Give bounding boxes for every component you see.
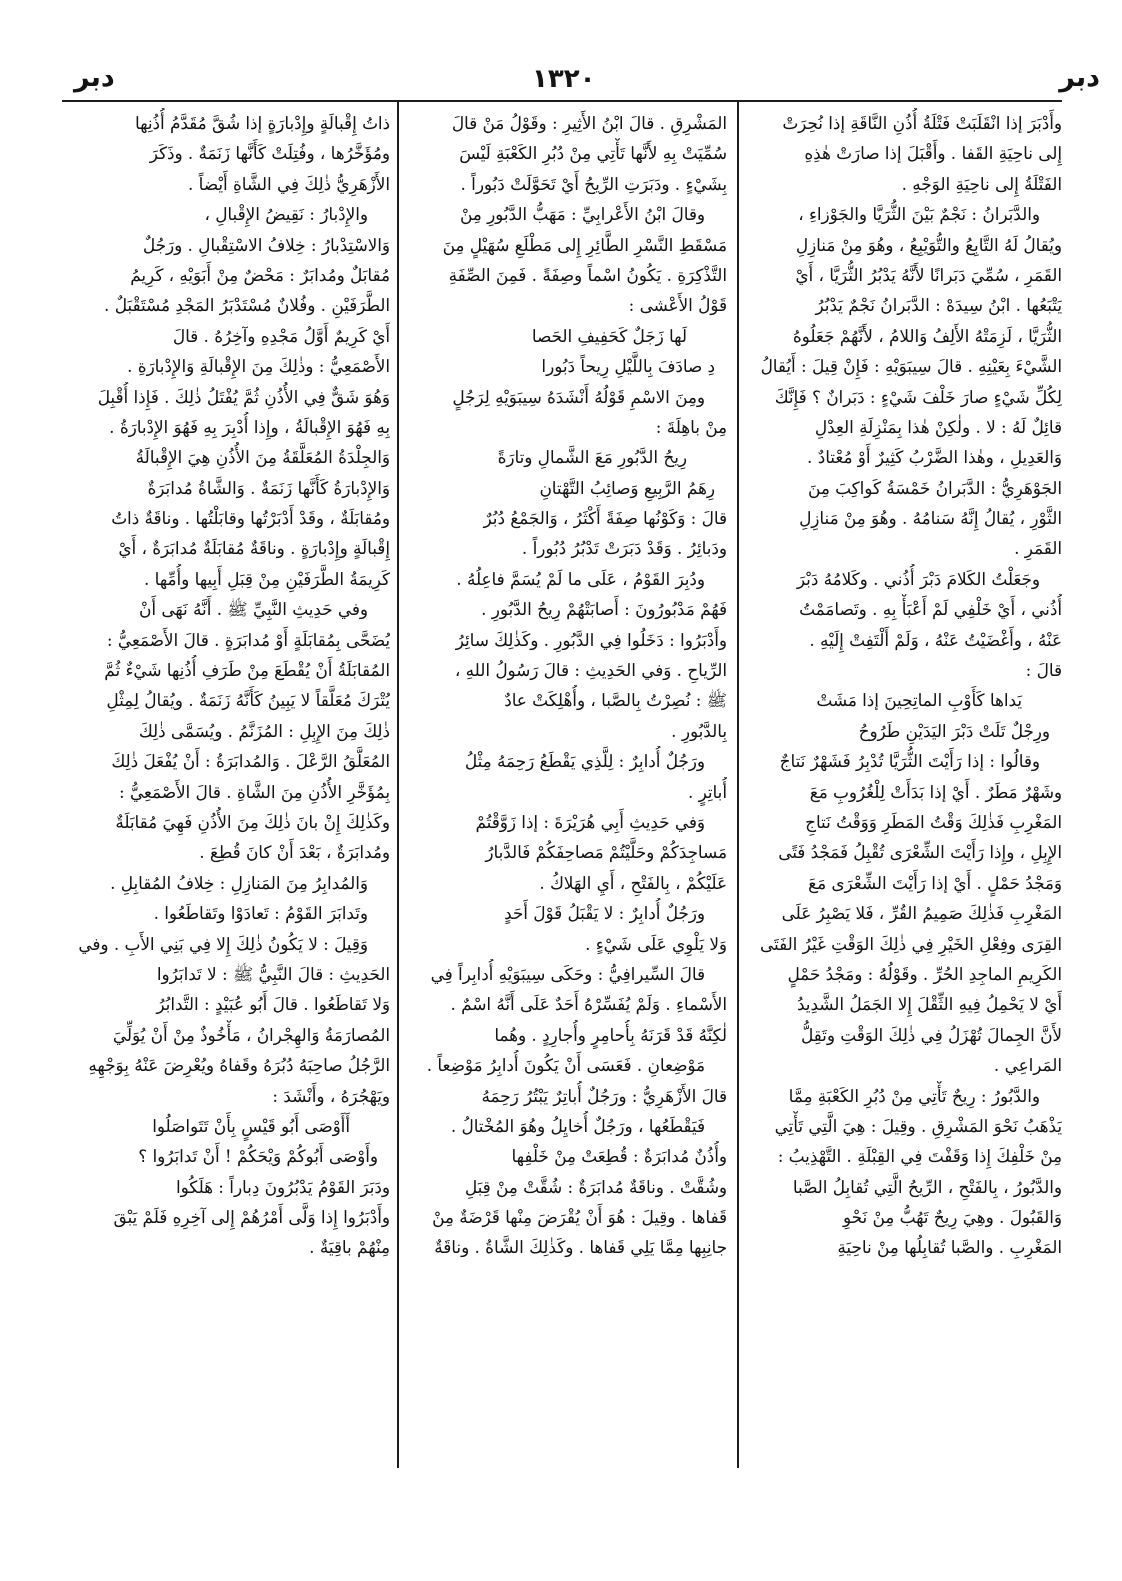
text-line: الرَّجُلُ صاحِبَهُ دُبُرَهُ وقَفاهُ ويُعْرِضَ عَنْهُ بِوَجْهِهِ [88, 1055, 390, 1076]
text-line: المُصارَمَةُ وَالهِجْرانُ ، مَأْخُوذٌ مِنْ أَنْ يُوَلِّيَ [112, 1024, 390, 1045]
text-column-right [744, 108, 1062, 1470]
text-line: إِلى ناحِيَةِ القَفا . وأَقْبَلَ إذا صارَتْ هٰذِهِ [804, 143, 1062, 164]
text-line: وَهُوَ شَقٌّ فِي الأُذُنِ ثُمَّ يُفْتَلُ ذٰلِكَ . فَإِذا أُقْبِلَ [97, 386, 390, 407]
text-line: وجَعَلْتُ الكَلامَ دَبْرَ أُذُني . وكَلامُهُ دَبْرَ [796, 568, 1040, 589]
text-line: ومُدابَرَةٌ ، بَعْدَ أَنْ كانَ قُطِعَ . [199, 842, 390, 863]
text-line: الأَصْمَعِيُّ : وذٰلِكَ مِنَ الإِقْبالَةِ وَالإِدْبارَةِ . [127, 356, 390, 377]
text-line: وأَدْبَرَ إذا انْقَلَبَتْ فَتْلَةُ أُذُنِ النَّاقَةِ إذا نُحِرَتْ [782, 113, 1062, 133]
text-line: وتَدابَرَ القَوْمُ : تَعادَوْا وتَقاطَعُوا . [153, 903, 368, 924]
text-line: المَغْرِبِ فَذٰلِكَ صَمِيمُ القُرِّ ، فَلا يَصْبِرُ عَلَى [781, 903, 1062, 924]
text-line: وَلا تَقاطَعُوا . قالَ أَبُو عُبَيْدٍ : التَّدابُرُ [156, 994, 390, 1015]
text-line: والدَّبُورُ : رِيحٌ تَأْتِي مِنْ دُبُرِ الكَعْبَةِ مِمَّا [788, 1085, 1040, 1106]
text-line: الطَّرَفَيْنِ . وفُلانٌ مُسْتَدْبَرُ المَجْدِ مُسْتَقْبَلٌ . [104, 295, 390, 316]
text-line: قالَ : [1025, 660, 1062, 681]
text-line: فَهُمْ مَدْبُورُونَ : أَصابَتْهُمْ رِيحُ الدَّبُورِ . [481, 599, 727, 620]
text-line: ﷺ : نُصِرْتُ بِالصَّبا ، وأُهْلِكَتْ عادٌ [504, 690, 727, 711]
text-line: ومُقابَلَةٌ ، وقَدْ أَدْبَرْتُها وقابَلْتُها . وناقَةٌ ذاتُ [111, 508, 390, 529]
text-line: وَالعَدِيلِ ، وهٰذا الضَّرْبُ كَثِيرٌ أَوْ مُعْتادٌ . [807, 447, 1062, 468]
text-line: ويُقالُ لَهُ التَّابِعُ والتُّوَيْبِعُ ، وهُوَ مِنْ مَنازِلِ [795, 234, 1062, 255]
text-line: المَراعِي . [993, 1055, 1062, 1076]
text-line: وَقِيلَ : لا يَكُونُ ذٰلِكَ إِلا فِي بَنِي الأَبِ . وفي [78, 933, 368, 954]
text-line: والدَّبُورُ ، بِالفَتْحِ ، الرِّيحُ الَّتِي تُقابِلُ الصَّبا [792, 1176, 1062, 1197]
text-line: وَالإِدْبارَةُ كَأَنَّها زَنَمَةٌ . وَالشَّاةُ مُدابَرَةٌ [147, 477, 390, 498]
text-line: الإِبِلِ ، وإِذا رَأَيْتَ الشِّعْرَى تُقْبِلُ فَمَجْدُ فَتًى [778, 842, 1062, 863]
text-line: الحَدِيثِ : قالَ النَّبِيُّ ﷺ : لا تَدابَرُوا [156, 963, 390, 984]
text-line: عَنْهُ ، وأَغْضَيْتُ عَنْهُ ، وَلَمْ أَلْتَفِتْ إِلَيْهِ . [809, 629, 1062, 650]
text-line: أَيْ كَرِيمٌ أَوَّلُ مَجْدِهِ وآخِرُهُ . قالَ [172, 325, 390, 346]
text-line: وَالاسْتِدْبارُ : خِلافُ الاسْتِقْبالِ . ورَجُلٌ [142, 234, 390, 255]
text-line: جانِبِها مِمَّا يَلِي قَفاها . وكَذٰلِكَ الشَّاةُ . وناقَةٌ [434, 1237, 727, 1258]
text-line: ورِجْلٌ تَلَتْ دَبْرَ اليَدَيْنِ طَرُوحُ [858, 720, 1050, 741]
text-line: ورَجُلٌ أُدابِرٌ : لا يَقْبَلُ قَوْلَ أَحَدٍ [504, 903, 705, 924]
text-line: لِكُلِّ شَيْءٍ صارَ خَلْفَ شَيْءٍ : دَبَرانٌ ؟ فَإِنَّكَ [774, 386, 1062, 407]
text-line: ويَهْجُرَهُ ، وأَنْشَدَ : [272, 1085, 390, 1106]
text-line: المَغْرِبِ . والصَّبا تُقابِلُها مِنْ ناحِيَةِ [837, 1237, 1062, 1258]
text-line: إِقْبالَةٍ وإِدْبارَةٍ . وناقَةٌ مُقابَلَةٌ مُدابَرَةٌ ، أَيْ [118, 538, 390, 559]
text-line: سُمِّيَتْ بِهِ لأَنَّها تَأْتِي مِنْ دُبُرِ الكَعْبَةِ لَيْسَ [459, 143, 727, 164]
text-line: مِنْهُمْ باقِيَةٌ . [309, 1237, 390, 1258]
text-line: والدَّبَرانُ : نَجْمٌ بَيْنَ الثُّرَيَّا والجَوْزاءِ ، [798, 204, 1040, 225]
text-line: وَمَجْدُ حَمْلٍ . أَيْ إذا رَأَيْتَ الشِّعْرَى مَعَ [808, 872, 1062, 893]
text-line: وشَهْرٌ مَطَرٌ . أَيْ إذا بَدَأَتْ لِلْغُرُوبِ مَعَ [809, 781, 1062, 802]
text-line: بِالدَّبُورِ . [671, 720, 727, 741]
text-line: مَوْضِعانِ . فَعَسَى أَنْ يَكُونَ أُدابِرُ مَوْضِعاً . [426, 1055, 705, 1076]
text-line: لٰكِنَّهُ قَدْ قَرَنَهُ بِأُحامِرٍ وأُجارِدٍ . وهُما [494, 1024, 727, 1045]
text-line: وقالَ ابْنُ الأَعْرابِيِّ : مَهَبُّ الدَّبُورِ مِنْ [459, 204, 705, 225]
text-line: فَيَقْطَعُها ، ورَجُلٌ أُخايِلُ وهُوَ المُخْتالُ . [450, 1115, 705, 1136]
column-divider-right [737, 102, 739, 1468]
text-line: ودَبائِرُ . وَقَدْ دَبَرَتْ تَدْبُرُ دُبُوراً . [521, 538, 727, 559]
text-line: قَفاها . وقِيلَ : هُوَ أَنْ يُقْرَضَ مِنْها قَرْضَةٌ مِنْ [432, 1207, 727, 1228]
text-line: دِ صادَفَ بِاللَّيْلِ رِيحاً دَبُورا [541, 356, 715, 377]
text-line: وأُذُنٌ مُدابَرَةٌ : قُطِعَتْ مِنْ خَلْفِها [511, 1146, 727, 1167]
text-line: التَّذْكِرَةِ . يَكُونُ اسْماً وصِفَةً . فَمِنَ الصِّفَةِ [448, 264, 727, 285]
text-line: مَسْقَطِ النَّسْرِ الطَّائِرِ إِلى مَطْلَعِ سُهَيْلٍ مِنَ [442, 234, 727, 255]
text-line: أُباتِرٍ . [687, 781, 727, 802]
text-line: مِنْ خَلْفِكَ إِذا وَقَفْتَ فِي القِبْلَةِ . التَّهْذِيبُ : [777, 1146, 1062, 1167]
text-line: وأَدْبَرُوا إِذا وَلَّى أَمْرُهُمْ إِلى آخِرِهِ فَلَمْ يَبْقَ [113, 1207, 390, 1228]
text-line: وَلا يَلْوِي عَلَى شَيْءٍ . [585, 933, 727, 954]
text-line: وأَوْصَى أَبُوكُمْ وَيْحَكُمْ ! أَنْ تَدابَرُوا ؟ [138, 1146, 378, 1167]
text-line: ذٰلِكَ مِنَ الإِبِلِ : المُزَنَّمُ . ويُسَمَّى ذٰلِكَ [138, 720, 390, 741]
text-line: ودَبَرَ القَوْمُ يَدْبُرُونَ دِباراً : هَلَكُوا [175, 1176, 390, 1197]
column-divider-left [397, 102, 399, 1468]
text-line: القِرَى وفِعْلِ الخَيْرِ فِي ذٰلِكَ الوَقْتِ غَيْرُ الفَتَى [760, 933, 1062, 954]
text-line: وفي حَدِيثِ النَّبِيِّ ﷺ . أَنَّهُ نَهَى أَنْ [139, 599, 368, 620]
text-line: يُتْرَكَ مُعَلَّقاً لا يَبِينُ كَأَنَّهُ زَنَمَةٌ . ويُقالُ لِمِثْلِ [106, 690, 390, 711]
text-line: ومُؤَخَّرُها ، وفُتِلَتْ كَأَنَّها زَنَمَةٌ . وذَكَرَ [149, 143, 390, 164]
text-line: الرِّياحِ . وَفي الحَدِيثِ : قالَ رَسُولُ اللهِ ، [454, 660, 727, 681]
text-line: وَفي حَدِيثِ أَبِي هُرَيْرَةَ : إذا زَوَّقْتُمْ [475, 811, 705, 832]
text-line: لَها زَجَلٌ كَحَفِيفِ الحَصا [531, 325, 687, 346]
text-line: القَمَرِ ، سُمِّيَ دَبَرانًا لأَنَّهُ يَدْبُرُ الثُّرَيَّا ، أَيْ [795, 264, 1062, 285]
text-line: أَأَوْصَى أَبُو قَيْسٍ بِأَنْ تَتَواصَلُوا [152, 1115, 350, 1136]
text-line: قائِلٌ لَهُ : لا . ولٰكِنْ هٰذا بِمَنْزِلَةِ العِدْلِ [814, 416, 1062, 437]
text-line: المَغْرِبِ فَذٰلِكَ وَقْتُ المَطَرِ وَوَقْتُ نَتاجِ [805, 811, 1062, 832]
text-line: قالَ : وَكَوْنُها صِفَةً أَكْثَرُ ، وَالجَمْعُ دُبُرٌ [483, 508, 727, 529]
text-line: المُقابَلَةُ أَنْ يُقْطَعَ مِنْ طَرَفِ أُذُنِها شَيْءٌ ثُمَّ [104, 660, 390, 681]
text-line: يُضَحَّى بِمُقابَلَةٍ أَوْ مُدابَرَةٍ . قالَ الأَصْمَعِيُّ : [106, 629, 390, 650]
text-line: الكَرِيمِ الماجِدِ الحُرِّ . وقَوْلُهُ : ومَجْدُ حَمْلٍ [787, 963, 1062, 984]
text-line: قالَ الأَزْهَرِيُّ : ورَجُلٌ أُباتِرٌ يَبْتُرُ رَحِمَهُ [481, 1085, 727, 1106]
text-line: رِيحُ الدَّبُورِ مَعَ الشَّمالِ وتارَةً [497, 447, 687, 468]
text-line: وأَدْبَرُوا : دَخَلُوا فِي الدَّبُورِ . وكَذٰلِكَ سائِرُ [455, 629, 727, 650]
text-line: أَيْ لا يَحْمِلُ فِيهِ الثِّقْلَ إِلا الجَمَلُ الشَّدِيدُ [796, 994, 1062, 1015]
text-line: الشَّيْءَ بِعَيْنِهِ . قالَ سِيبَوَيْهِ : فَإِنْ قِيلَ : أَيُقالُ [760, 356, 1062, 377]
text-line: الأَزْهَرِيُّ ذٰلِكَ فِي الشَّاةِ أَيْضاً . [188, 173, 390, 194]
text-line: المُعَلَّقُ الرَّعْلَ . وَالمُدابَرَةُ : أَنْ يُفْعَلَ ذٰلِكَ [111, 751, 390, 772]
text-line: بِشَيْءٍ . ودَبَرَتِ الرِّيحُ أَيْ تَحَوَّلَتْ دَبُوراً . [460, 173, 727, 194]
header-root-word-left: دبر [74, 62, 115, 93]
text-line: والإِدْبارُ : نَقِيضُ الإِقْبالِ ، [204, 204, 368, 225]
text-line: وَالمُدابِرُ مِنَ المَنازِلِ : خِلافُ المُقابِلِ . [110, 872, 368, 893]
text-line: عَلَيْكُمْ ، بِالفَتْحِ ، أَيِ الهَلاكُ . [539, 872, 727, 893]
text-line: رِهَمُ الرَّبِيعِ وَصائِبُ التَّهْتانِ [539, 477, 715, 498]
text-line: وقالُوا : إذا رَأَيْتَ الثُّرَيَّا تُدْبِرُ فَشَهْرٌ نَتاجٌ [779, 751, 1040, 772]
page-number: ١٣٢٠ [532, 64, 596, 94]
text-line: الثُّرَيَّا ، لَزِمَتْهُ الأَلِفُ وَاللامُ ، لأَنَّهُمْ جَعَلُوهُ [792, 325, 1062, 346]
text-column-middle [404, 108, 727, 1470]
text-line: المَشْرِقِ . قالَ ابْنُ الأَثِيرِ : وقَوْلُ مَنْ قالَ [451, 113, 727, 133]
text-line: ودُبِرَ القَوْمُ ، عَلَى ما لَمْ يُسَمَّ فاعِلُهُ . [456, 568, 705, 589]
text-line: يَتْبَعُها . ابْنُ سِيدَهْ : الدَّبَرانُ نَجْمٌ يَدْبُرُ [815, 295, 1062, 316]
text-line: ومِنَ الاسْمِ قَوْلُهُ أَنْشَدَهُ سِيبَوَيْهِ لِرَجُلٍ [452, 386, 705, 407]
text-line: بِمُؤَخَّرِ الأُذُنِ مِنَ الشَّاةِ . قالَ الأَصْمَعِيُّ : [118, 781, 390, 802]
text-line: وَالجِلْدَةُ المُعَلَّقَةُ مِنَ الأُذُنِ هِيَ الإِقْبالَةُ [135, 447, 390, 468]
text-line: كَرِيمَةُ الطَّرَفَيْنِ مِنْ قِبَلِ أَبِيها وأُمِّها . [143, 568, 390, 589]
header-rule [62, 100, 1062, 102]
header-root-word-right: دبر [1059, 62, 1100, 93]
text-line: وَالقَبُولَ . وهِيَ رِيحٌ تَهُبُّ مِنْ نَحْوِ [842, 1207, 1062, 1228]
text-line: ورَجُلٌ أُدابِرٌ : لِلَّذِي يَقْطَعُ رَحِمَهُ مِثْلُ [464, 751, 705, 772]
text-line: ذاتُ إِقْبالَةٍ وإِدْبارَةٍ إذا شُقَّ مُقَدَّمُ أُذُنِها [134, 113, 390, 133]
text-line: وكَذٰلِكَ إِنْ بانَ ذٰلِكَ مِنَ الأُذُنِ فَهِيَ مُقابَلَةٌ [115, 811, 390, 832]
text-line: لأَنَّ الجِمالَ تُهْزَلُ فِي ذٰلِكَ الوَقْتِ وتَقِلُّ [800, 1024, 1062, 1045]
text-line: القَمَرِ . [1014, 538, 1062, 559]
text-line: مِنْ باهِلَةَ : [655, 416, 727, 437]
text-line: يَداها كَأَوْبِ الماتِحِينَ إذا مَشَتْ [816, 690, 1022, 711]
text-line: وشُقَّتْ . وناقَةٌ مُدابَرَةٌ : شُقَّتْ مِنْ قِبَلِ [464, 1176, 727, 1197]
text-line: بِهِ فَهُوَ الإِقْبالَةُ ، وإِذا أُدْبِرَ بِهِ فَهُوَ الإِدْبارَةُ . [109, 416, 390, 437]
text-line: الجَوْهَرِيُّ : الدَّبَرانُ خَمْسَةُ كَواكِبَ مِنَ [808, 477, 1062, 498]
text-line: مُقابَلٌ ومُدابَرٌ : مَحْضٌ مِنْ أَبَوَيْهِ ، كَرِيمُ [130, 264, 390, 285]
text-line: قالَ السِّيرافِيُّ : وحَكَى سِيبَوَيْهِ أُدابِراً فِي [430, 963, 705, 984]
text-column-left [62, 108, 390, 1470]
text-line: أُذُني ، أَيْ خَلْفِي لَمْ أَعْبَأْ بِهِ . وتَصامَمْتُ [799, 599, 1062, 620]
text-line: الثَّوْرِ ، يُقالُ إِنَّهُ سَنامُهُ . وهُوَ مِنْ مَنازِلِ [799, 508, 1062, 529]
text-line: قَوْلُ الأَعْشى : [628, 295, 727, 316]
text-line: الفَتْلَةُ إِلى ناحِيَةِ الوَجْهِ . [901, 173, 1062, 194]
text-line: الأَسْماءِ . وَلَمْ يُفَسِّرْهُ أَحَدٌ عَلَى أَنَّهُ اسْمٌ . [450, 994, 727, 1015]
text-line: يَذْهَبُ نَحْوَ المَشْرِقِ . وقِيلَ : هِيَ الَّتِي تَأْتِي [774, 1115, 1062, 1136]
text-line: مَساجِدَكُمْ وحَلَّيْتُمْ مَصاحِفَكُمْ فَالدَّبارُ [485, 842, 727, 863]
